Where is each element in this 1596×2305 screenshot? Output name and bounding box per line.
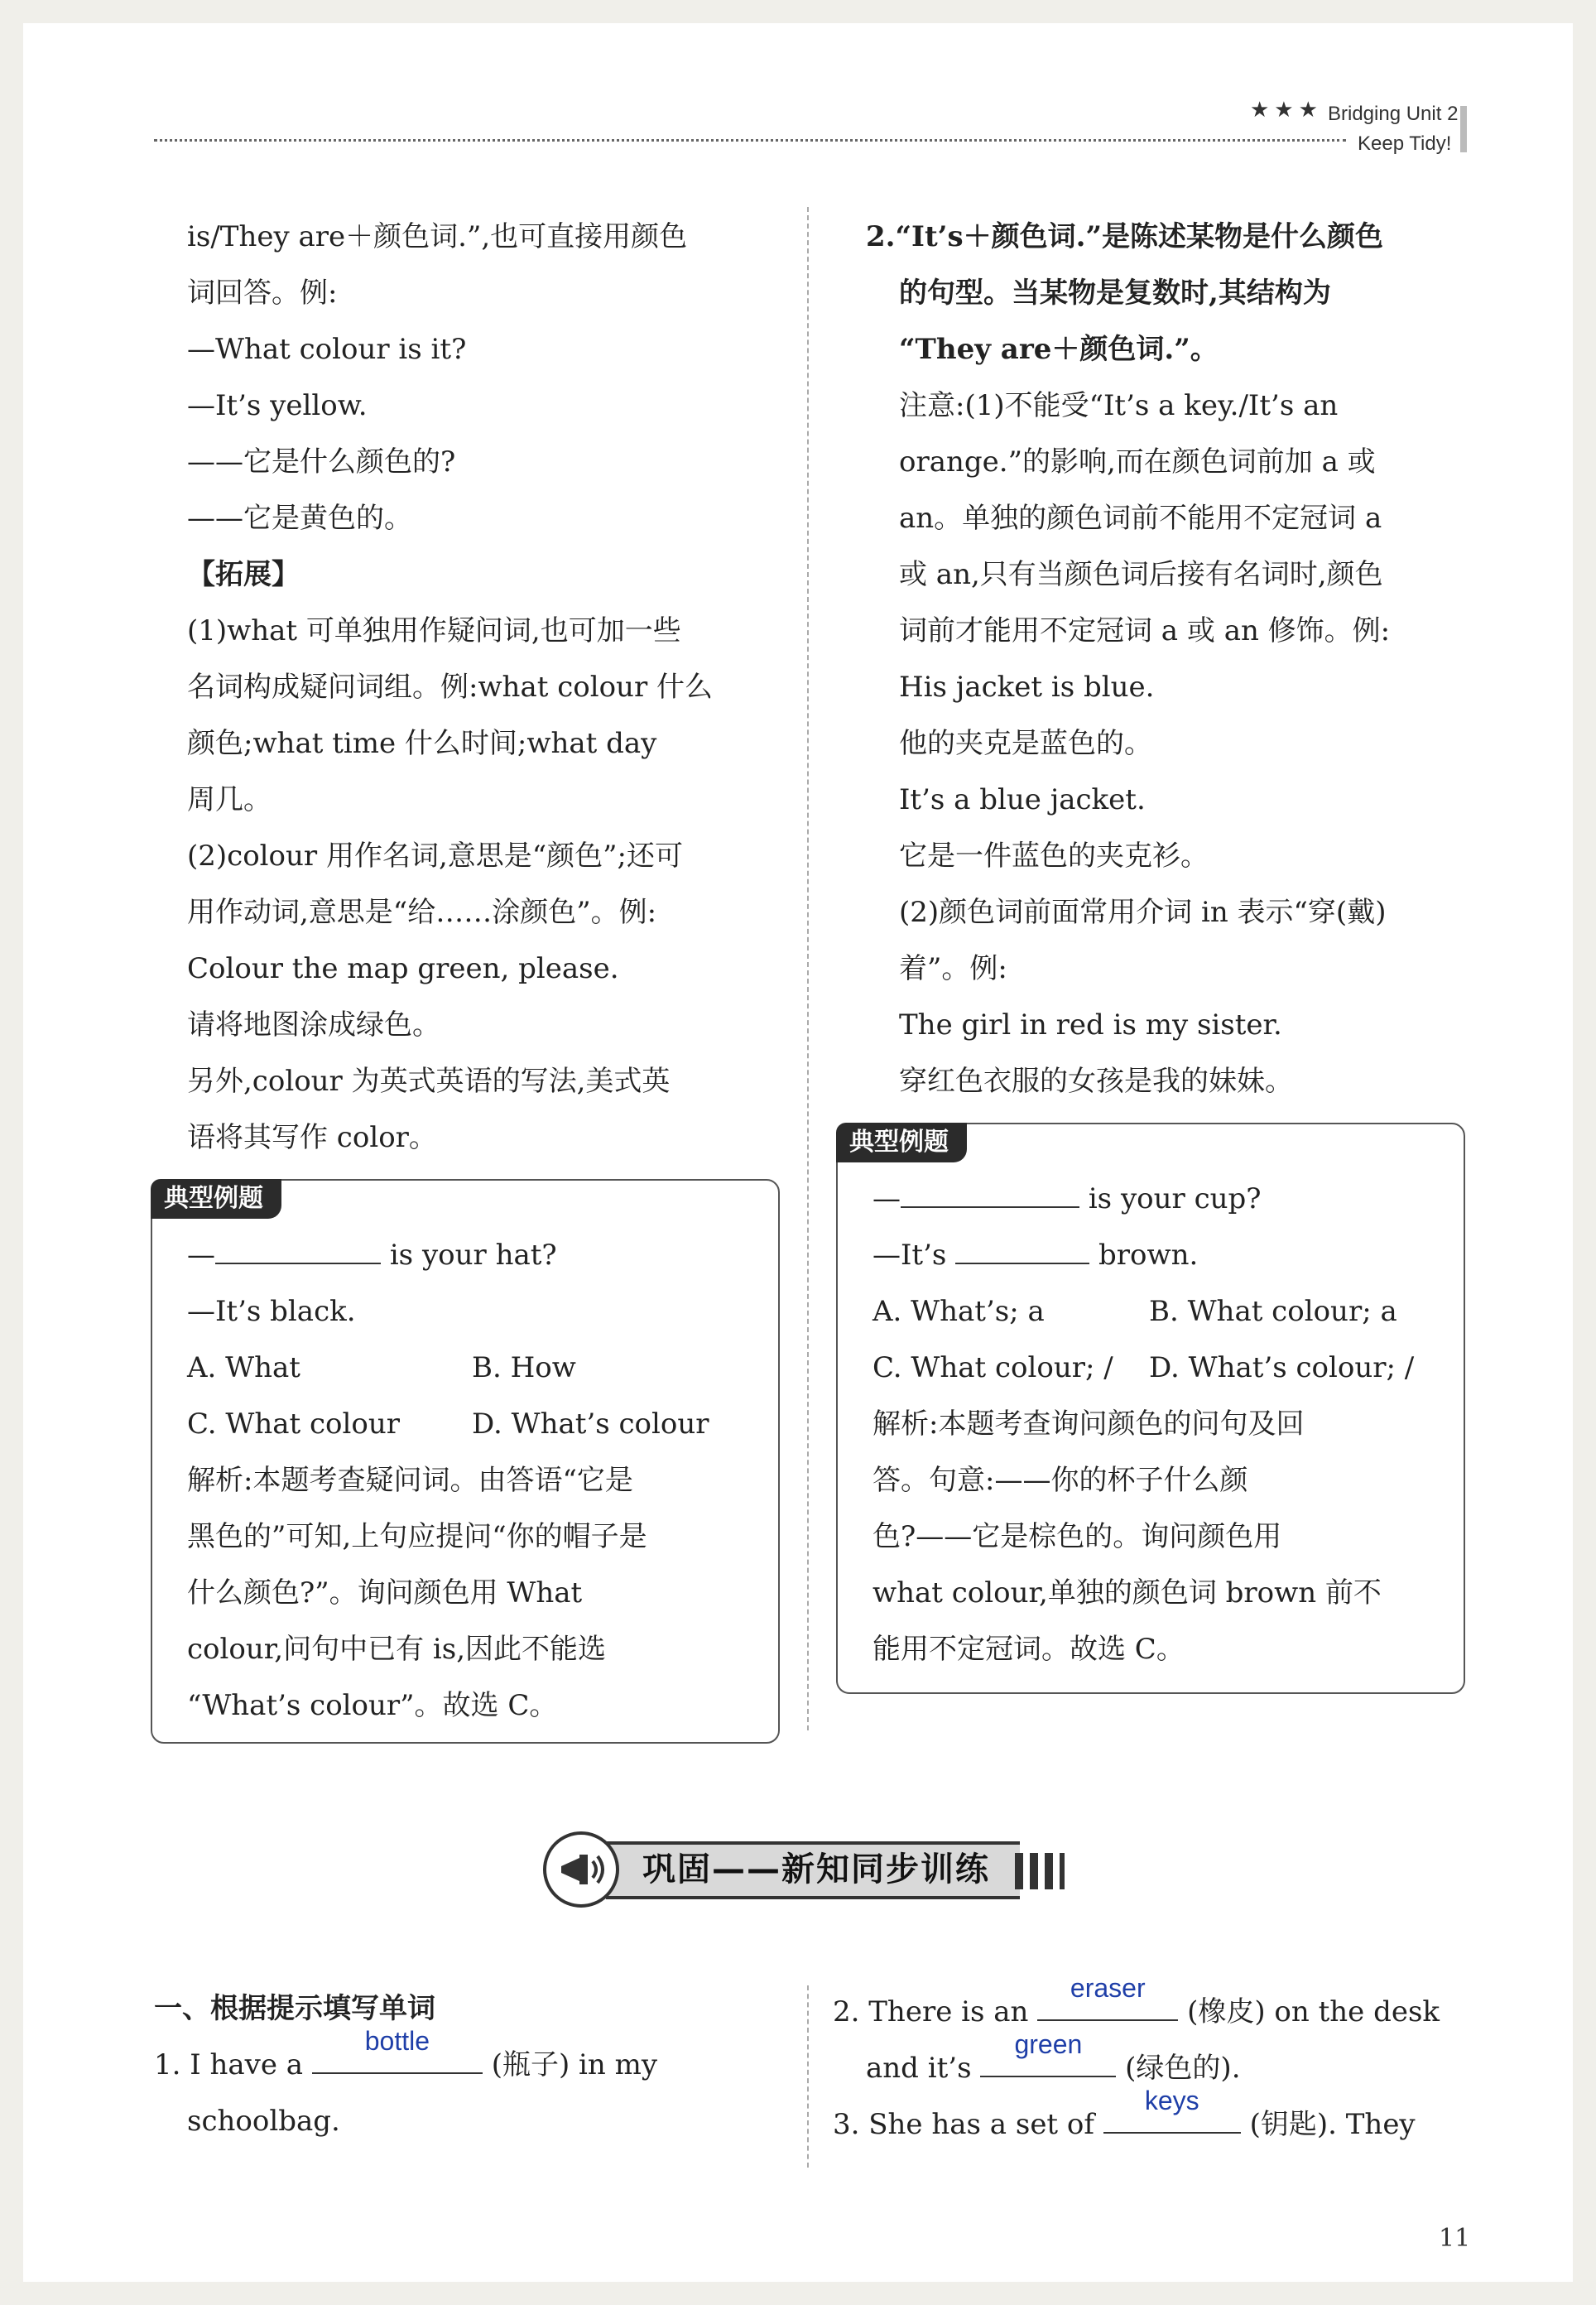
example-box-right xyxy=(836,1123,1465,1694)
analysis-line: 色?——它是棕色的。询问颜色用 xyxy=(873,1520,1282,1553)
text-line: His jacket is blue. xyxy=(899,671,1155,704)
text-line: 请将地图涂成绿色。 xyxy=(187,1008,440,1042)
point-title-line: 2.“It’s＋颜色词.”是陈述某物是什么颜色 xyxy=(866,220,1384,253)
exercise-column-divider xyxy=(807,1985,809,2168)
example-tag: 典型例题 xyxy=(836,1123,967,1162)
text-line: 词前才能用不定冠词 a 或 an 修饰。例: xyxy=(899,614,1391,647)
handwritten-answer: green xyxy=(1014,2029,1083,2059)
text-line: 穿红色衣服的女孩是我的妹妹。 xyxy=(899,1065,1293,1098)
megaphone-icon xyxy=(543,1831,619,1908)
answer-blank[interactable] xyxy=(1103,2086,1241,2134)
text-line: 另外,colour 为英式英语的写法,美式英 xyxy=(187,1065,671,1098)
text-line: is/They are＋颜色词.”,也可直接用颜色 xyxy=(187,220,688,253)
answer-blank[interactable] xyxy=(980,2029,1116,2077)
exercise-left xyxy=(154,2026,783,2149)
header-unit: Bridging Unit 2 xyxy=(1328,103,1459,125)
exercise-section-title: 一、根据提示填写单词 xyxy=(154,1992,435,2025)
options-row xyxy=(873,1283,1444,1340)
question-line: — is your cup? xyxy=(873,1182,1262,1215)
text-line: (1)what 可单独用作疑问词,也可加一些 xyxy=(187,614,681,647)
option-c: C. What colour xyxy=(187,1408,401,1441)
text-line: 或 an,只有当颜色词后接有名词时,颜色 xyxy=(899,558,1383,591)
text-line: It’s a blue jacket. xyxy=(899,783,1146,816)
text-line: 它是一件蓝色的夹克衫。 xyxy=(899,840,1209,873)
extend-heading: 【拓展】 xyxy=(187,558,300,591)
text-line: an。单独的颜色词前不能用不定冠词 a xyxy=(899,502,1382,535)
column-divider xyxy=(807,207,809,1730)
question-line: —It’s brown. xyxy=(873,1239,1199,1272)
banner-title: 巩固——新知同步训练 xyxy=(642,1850,990,1889)
text-line: (2)颜色词前面常用介词 in 表示“穿(戴) xyxy=(899,896,1387,929)
analysis-line: “What’s colour”。故选 C。 xyxy=(187,1689,558,1722)
analysis-line: what colour,单独的颜色词 brown 前不 xyxy=(873,1576,1382,1610)
option-b: B. What colour; a xyxy=(1149,1295,1397,1328)
handwritten-answer: eraser xyxy=(1070,1973,1146,2003)
option-d: D. What’s colour; / xyxy=(1149,1351,1415,1384)
option-a: A. What xyxy=(187,1351,300,1384)
text-line: 他的夹克是蓝色的。 xyxy=(899,727,1152,760)
text-line: The girl in red is my sister. xyxy=(899,1008,1282,1042)
answer-line: —It’s black. xyxy=(187,1295,356,1328)
page-number: 11 xyxy=(1439,2224,1471,2253)
banner-pattern xyxy=(1015,1853,1065,1889)
question-line: — is your hat? xyxy=(187,1239,557,1272)
text-line: 着”。例: xyxy=(899,952,1007,985)
text-line: ——它是什么颜色的? xyxy=(187,445,456,479)
exercise-item-1-cont: schoolbag. xyxy=(187,2105,340,2138)
header-dotted-rule xyxy=(154,139,1346,142)
point-title-line: “They are＋颜色词.”。 xyxy=(899,333,1219,366)
exercise-right xyxy=(833,1973,1470,2153)
exercise-item-3: 3. She has a set of keys (钥匙). They xyxy=(833,2096,1470,2153)
analysis-line: 解析:本题考查询问颜色的问句及回 xyxy=(873,1408,1305,1441)
answer-blank[interactable] xyxy=(215,1239,381,1264)
exercise-item-1: 1. I have a bottle (瓶子) in my xyxy=(154,2037,783,2093)
analysis-line: 能用不定冠词。故选 C。 xyxy=(873,1633,1185,1666)
text-line: 语将其写作 color。 xyxy=(187,1121,437,1154)
option-c: C. What colour; / xyxy=(873,1351,1113,1384)
options-row xyxy=(187,1340,758,1396)
left-column xyxy=(187,209,783,1166)
text-line: —It’s yellow. xyxy=(187,389,368,422)
option-d: D. What’s colour xyxy=(472,1408,709,1441)
text-line: 周几。 xyxy=(187,783,272,816)
star-icons: ★★★ xyxy=(1250,98,1323,123)
section-banner xyxy=(543,1828,1073,1911)
right-column xyxy=(866,209,1470,1109)
options-row xyxy=(873,1340,1444,1396)
example-tag: 典型例题 xyxy=(151,1179,281,1219)
header-subtitle: Keep Tidy! xyxy=(1358,132,1452,155)
analysis-line: colour,问句中已有 is,因此不能选 xyxy=(187,1633,607,1666)
options-row xyxy=(187,1396,758,1452)
text-line: 颜色;what time 什么时间;what day xyxy=(187,727,657,760)
text-line: 用作动词,意思是“给……涂颜色”。例: xyxy=(187,896,657,929)
example-box-left xyxy=(151,1179,780,1744)
header-bar xyxy=(1460,106,1467,152)
answer-blank[interactable] xyxy=(312,2026,483,2074)
answer-blank[interactable] xyxy=(901,1183,1079,1208)
option-a: A. What’s; a xyxy=(873,1295,1045,1328)
analysis-line: 答。句意:——你的杯子什么颜 xyxy=(873,1464,1248,1497)
handwritten-answer: keys xyxy=(1144,2086,1199,2115)
text-line: orange.”的影响,而在颜色词前加 a 或 xyxy=(899,445,1376,479)
text-line: 注意:(1)不能受“It’s a key./It’s an xyxy=(899,389,1339,422)
text-line: ——它是黄色的。 xyxy=(187,502,412,535)
analysis-line: 解析:本题考查疑问词。由答语“它是 xyxy=(187,1464,633,1497)
text-line: Colour the map green, please. xyxy=(187,952,619,985)
text-line: 名词构成疑问词组。例:what colour 什么 xyxy=(187,671,714,704)
text-line: —What colour is it? xyxy=(187,333,467,366)
analysis-line: 黑色的”可知,上句应提问“你的帽子是 xyxy=(187,1520,647,1553)
option-b: B. How xyxy=(472,1351,576,1384)
text-line: 词回答。例: xyxy=(187,277,338,310)
exercise-item-2-cont: and it’s green (绿色的). xyxy=(833,2040,1470,2096)
analysis-line: 什么颜色?”。询问颜色用 What xyxy=(187,1576,583,1610)
answer-blank[interactable] xyxy=(955,1239,1089,1264)
text-line: (2)colour 用作名词,意思是“颜色”;还可 xyxy=(187,840,684,873)
point-title-line: 的句型。当某物是复数时,其结构为 xyxy=(899,277,1331,310)
handwritten-answer: bottle xyxy=(364,2026,430,2056)
exercise-item-2: 2. There is an eraser (橡皮) on the desk xyxy=(833,1984,1470,2040)
